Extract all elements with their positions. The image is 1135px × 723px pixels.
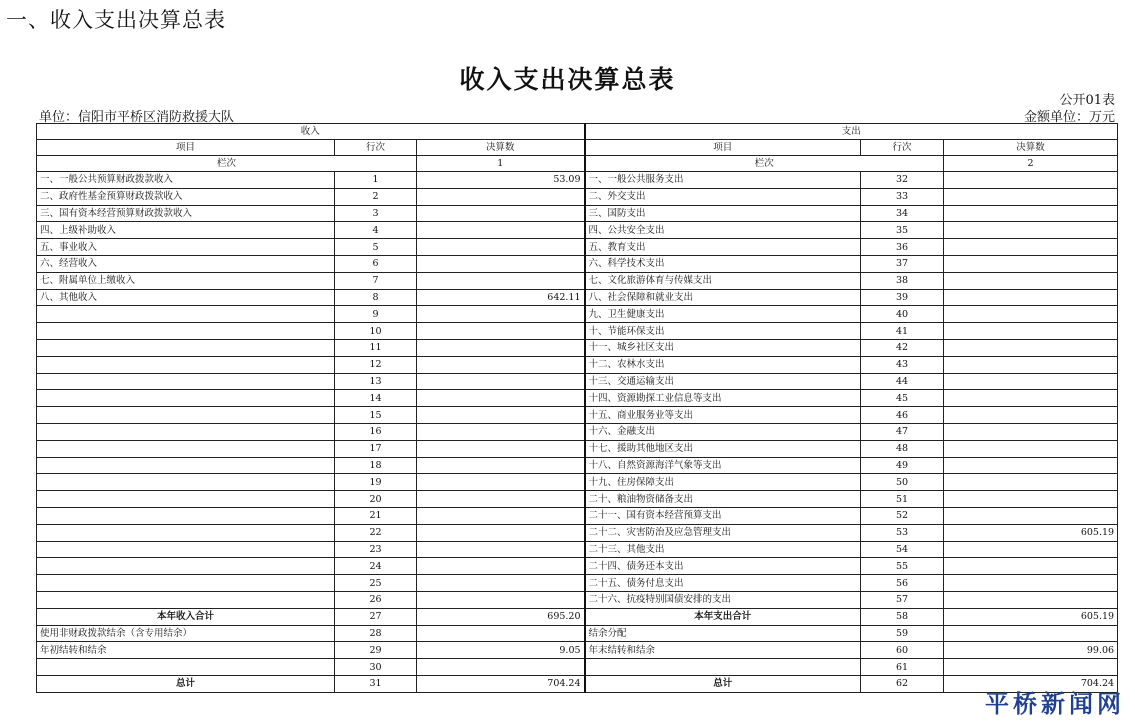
expense-amount — [944, 507, 1118, 524]
expense-row-number: 58 — [861, 608, 944, 625]
expense-amount — [944, 356, 1118, 373]
expense-section-header: 支出 — [585, 124, 1118, 140]
table-row — [37, 323, 1118, 340]
expense-item: 二十三、其他支出 — [585, 541, 861, 558]
expense-amount — [944, 239, 1118, 256]
expense-item: 七、文化旅游体育与传媒支出 — [585, 272, 861, 289]
report-title: 收入支出决算总表 — [459, 65, 676, 94]
expense-total-item — [585, 659, 861, 676]
expense-row-number: 59 — [861, 625, 944, 642]
expense-item: 二十四、债务还本支出 — [585, 558, 861, 575]
income-amount — [417, 272, 585, 289]
table-row — [37, 541, 1118, 558]
income-item — [37, 507, 335, 524]
expense-item: 二十二、灾害防治及应急管理支出 — [585, 524, 861, 541]
expense-amount-header: 决算数 — [944, 140, 1118, 156]
table-row — [37, 507, 1118, 524]
expense-amount — [944, 222, 1118, 239]
income-row-number: 7 — [335, 272, 417, 289]
header-lanci-row — [37, 156, 1118, 172]
table-row — [37, 524, 1118, 541]
income-row-number: 17 — [335, 440, 417, 457]
income-amount — [417, 339, 585, 356]
expense-row-number: 39 — [861, 289, 944, 306]
expense-lanci-number: 2 — [944, 156, 1118, 172]
expense-row-number: 47 — [861, 423, 944, 440]
income-amount — [417, 390, 585, 407]
expense-total-item: 年末结转和结余 — [585, 642, 861, 659]
expense-amount: 605.19 — [944, 524, 1118, 541]
income-amount — [417, 255, 585, 272]
expense-row-number: 48 — [861, 440, 944, 457]
expense-amount — [944, 474, 1118, 491]
income-total-item: 年初结转和结余 — [37, 642, 335, 659]
income-amount — [417, 507, 585, 524]
expense-amount — [944, 339, 1118, 356]
income-row-number: 3 — [335, 205, 417, 222]
income-row-number: 1 — [335, 172, 417, 189]
income-section-header: 收入 — [37, 124, 585, 140]
table-row — [37, 205, 1118, 222]
income-row-number: 30 — [335, 659, 417, 676]
income-lanci-number: 1 — [417, 156, 585, 172]
expense-amount — [944, 272, 1118, 289]
income-amount — [417, 591, 585, 608]
table-row — [37, 188, 1118, 205]
income-item — [37, 591, 335, 608]
income-amount — [417, 188, 585, 205]
table-row — [37, 289, 1118, 306]
income-row-number: 18 — [335, 457, 417, 474]
income-row-number: 19 — [335, 474, 417, 491]
expense-row-number: 34 — [861, 205, 944, 222]
table-row — [37, 356, 1118, 373]
income-row-number: 10 — [335, 323, 417, 340]
expense-item: 八、社会保障和就业支出 — [585, 289, 861, 306]
income-row-number: 23 — [335, 541, 417, 558]
expense-total-item: 结余分配 — [585, 625, 861, 642]
expense-lanci-label: 栏次 — [585, 156, 944, 172]
expense-amount — [944, 289, 1118, 306]
expense-row-number: 37 — [861, 255, 944, 272]
expense-row-number: 36 — [861, 239, 944, 256]
income-amount — [417, 423, 585, 440]
income-amount: 9.05 — [417, 642, 585, 659]
expense-item: 二十、粮油物资储备支出 — [585, 491, 861, 508]
expense-item: 二十一、国有资本经营预算支出 — [585, 507, 861, 524]
expense-amount — [944, 591, 1118, 608]
total-row — [37, 642, 1118, 659]
income-row-number: 14 — [335, 390, 417, 407]
income-row-number: 22 — [335, 524, 417, 541]
expense-item: 十三、交通运输支出 — [585, 373, 861, 390]
income-row-number: 31 — [335, 675, 417, 692]
income-item — [37, 373, 335, 390]
expense-item: 十八、自然资源海洋气象等支出 — [585, 457, 861, 474]
income-row-number: 20 — [335, 491, 417, 508]
table-row — [37, 172, 1118, 189]
table-row — [37, 474, 1118, 491]
income-item — [37, 541, 335, 558]
income-row-number: 8 — [335, 289, 417, 306]
expense-item: 十、节能环保支出 — [585, 323, 861, 340]
income-amount — [417, 625, 585, 642]
income-item — [37, 457, 335, 474]
income-amount — [417, 222, 585, 239]
income-item: 一、一般公共预算财政拨款收入 — [37, 172, 335, 189]
income-item — [37, 423, 335, 440]
income-expense-table — [36, 123, 1118, 693]
income-amount — [417, 524, 585, 541]
expense-row-header: 行次 — [861, 140, 944, 156]
income-row-number: 6 — [335, 255, 417, 272]
expense-amount — [944, 659, 1118, 676]
income-item — [37, 306, 335, 323]
income-row-number: 13 — [335, 373, 417, 390]
expense-amount — [944, 323, 1118, 340]
table-row — [37, 491, 1118, 508]
expense-item: 二、外交支出 — [585, 188, 861, 205]
expense-item: 三、国防支出 — [585, 205, 861, 222]
income-amount: 53.09 — [417, 172, 585, 189]
income-item: 四、上级补助收入 — [37, 222, 335, 239]
expense-amount — [944, 423, 1118, 440]
income-row-number: 12 — [335, 356, 417, 373]
income-row-number: 15 — [335, 407, 417, 424]
section-heading: 一、收入支出决算总表 — [6, 8, 226, 32]
income-row-number: 28 — [335, 625, 417, 642]
expense-item: 九、卫生健康支出 — [585, 306, 861, 323]
expense-amount: 99.06 — [944, 642, 1118, 659]
table-row — [37, 558, 1118, 575]
income-amount: 642.11 — [417, 289, 585, 306]
income-item — [37, 575, 335, 592]
income-item — [37, 440, 335, 457]
watermark: 平桥新闻网 — [985, 689, 1125, 718]
expense-row-number: 53 — [861, 524, 944, 541]
income-amount-header: 决算数 — [417, 140, 585, 156]
expense-row-number: 50 — [861, 474, 944, 491]
table-row — [37, 272, 1118, 289]
expense-item: 六、科学技术支出 — [585, 255, 861, 272]
expense-row-number: 55 — [861, 558, 944, 575]
total-row — [37, 659, 1118, 676]
expense-amount — [944, 306, 1118, 323]
table-row — [37, 591, 1118, 608]
income-amount — [417, 457, 585, 474]
expense-row-number: 38 — [861, 272, 944, 289]
expense-row-number: 33 — [861, 188, 944, 205]
expense-row-number: 62 — [861, 675, 944, 692]
income-item: 六、经营收入 — [37, 255, 335, 272]
income-row-number: 24 — [335, 558, 417, 575]
income-total-item: 本年收入合计 — [37, 608, 335, 625]
expense-row-number: 45 — [861, 390, 944, 407]
expense-row-number: 35 — [861, 222, 944, 239]
expense-amount — [944, 440, 1118, 457]
income-item: 八、其他收入 — [37, 289, 335, 306]
unit-organization: 单位：信阳市平桥区消防救援大队 — [39, 110, 235, 125]
income-total-item: 总计 — [37, 675, 335, 692]
table-row — [37, 306, 1118, 323]
income-row-number: 4 — [335, 222, 417, 239]
expense-row-number: 57 — [861, 591, 944, 608]
expense-item: 十一、城乡社区支出 — [585, 339, 861, 356]
income-amount: 695.20 — [417, 608, 585, 625]
table-row — [37, 239, 1118, 256]
income-row-number: 11 — [335, 339, 417, 356]
expense-row-number: 54 — [861, 541, 944, 558]
income-item — [37, 390, 335, 407]
table-row — [37, 255, 1118, 272]
income-total-item: 使用非财政拨款结余（含专用结余） — [37, 625, 335, 642]
expense-row-number: 61 — [861, 659, 944, 676]
income-amount — [417, 440, 585, 457]
income-item: 三、国有资本经营预算财政拨款收入 — [37, 205, 335, 222]
expense-total-item: 本年支出合计 — [585, 608, 861, 625]
expense-item: 二十五、债务付息支出 — [585, 575, 861, 592]
income-amount — [417, 659, 585, 676]
expense-row-number: 44 — [861, 373, 944, 390]
income-amount — [417, 575, 585, 592]
income-item — [37, 474, 335, 491]
income-row-number: 26 — [335, 591, 417, 608]
table-row — [37, 457, 1118, 474]
income-row-number: 25 — [335, 575, 417, 592]
expense-amount — [944, 373, 1118, 390]
form-code: 公开01表 — [1059, 93, 1115, 108]
income-amount — [417, 205, 585, 222]
income-amount — [417, 306, 585, 323]
income-amount — [417, 356, 585, 373]
income-amount — [417, 373, 585, 390]
income-row-number: 27 — [335, 608, 417, 625]
expense-amount — [944, 491, 1118, 508]
expense-item: 十四、资源勘探工业信息等支出 — [585, 390, 861, 407]
expense-amount — [944, 457, 1118, 474]
expense-item: 十五、商业服务业等支出 — [585, 407, 861, 424]
income-item — [37, 558, 335, 575]
income-row-header: 行次 — [335, 140, 417, 156]
expense-total-item: 总计 — [585, 675, 861, 692]
table-row — [37, 339, 1118, 356]
expense-amount — [944, 255, 1118, 272]
income-item: 二、政府性基金预算财政拨款收入 — [37, 188, 335, 205]
table-row — [37, 407, 1118, 424]
expense-row-number: 41 — [861, 323, 944, 340]
income-item: 五、事业收入 — [37, 239, 335, 256]
income-row-number: 2 — [335, 188, 417, 205]
expense-item: 四、公共安全支出 — [585, 222, 861, 239]
expense-row-number: 52 — [861, 507, 944, 524]
income-amount — [417, 491, 585, 508]
income-row-number: 29 — [335, 642, 417, 659]
income-item: 七、附属单位上缴收入 — [37, 272, 335, 289]
table-row — [37, 440, 1118, 457]
income-amount: 704.24 — [417, 675, 585, 692]
income-item-header: 项目 — [37, 140, 335, 156]
expense-row-number: 56 — [861, 575, 944, 592]
expense-amount — [944, 188, 1118, 205]
income-amount — [417, 239, 585, 256]
amount-unit: 金额单位：万元 — [1023, 110, 1115, 125]
income-item — [37, 407, 335, 424]
table-row — [37, 390, 1118, 407]
expense-amount — [944, 205, 1118, 222]
expense-amount — [944, 407, 1118, 424]
income-total-item — [37, 659, 335, 676]
expense-row-number: 43 — [861, 356, 944, 373]
expense-item-header: 项目 — [585, 140, 861, 156]
expense-amount: 605.19 — [944, 608, 1118, 625]
income-item — [37, 339, 335, 356]
expense-item: 十六、金融支出 — [585, 423, 861, 440]
header-column-row — [37, 140, 1118, 156]
income-row-number: 9 — [335, 306, 417, 323]
income-amount — [417, 474, 585, 491]
expense-item: 十七、援助其他地区支出 — [585, 440, 861, 457]
table-row — [37, 373, 1118, 390]
expense-row-number: 40 — [861, 306, 944, 323]
expense-item: 一、一般公共服务支出 — [585, 172, 861, 189]
income-row-number: 21 — [335, 507, 417, 524]
income-amount — [417, 407, 585, 424]
table-row — [37, 222, 1118, 239]
expense-amount: 704.24 — [944, 675, 1118, 692]
table-row — [37, 575, 1118, 592]
expense-item: 五、教育支出 — [585, 239, 861, 256]
expense-item: 十二、农林水支出 — [585, 356, 861, 373]
expense-row-number: 46 — [861, 407, 944, 424]
expense-item: 二十六、抗疫特别国债安排的支出 — [585, 591, 861, 608]
total-row — [37, 675, 1118, 692]
total-row — [37, 608, 1118, 625]
table-row — [37, 423, 1118, 440]
income-amount — [417, 323, 585, 340]
header-section-row — [37, 124, 1118, 140]
income-row-number: 16 — [335, 423, 417, 440]
expense-row-number: 49 — [861, 457, 944, 474]
income-item — [37, 491, 335, 508]
expense-amount — [944, 558, 1118, 575]
income-row-number: 5 — [335, 239, 417, 256]
income-amount — [417, 541, 585, 558]
income-lanci-label: 栏次 — [37, 156, 417, 172]
expense-row-number: 32 — [861, 172, 944, 189]
income-item — [37, 323, 335, 340]
expense-amount — [944, 172, 1118, 189]
expense-item: 十九、住房保障支出 — [585, 474, 861, 491]
total-row — [37, 625, 1118, 642]
income-item — [37, 356, 335, 373]
expense-row-number: 51 — [861, 491, 944, 508]
income-item — [37, 524, 335, 541]
expense-row-number: 60 — [861, 642, 944, 659]
expense-amount — [944, 541, 1118, 558]
expense-amount — [944, 575, 1118, 592]
expense-amount — [944, 625, 1118, 642]
income-amount — [417, 558, 585, 575]
expense-amount — [944, 390, 1118, 407]
expense-row-number: 42 — [861, 339, 944, 356]
